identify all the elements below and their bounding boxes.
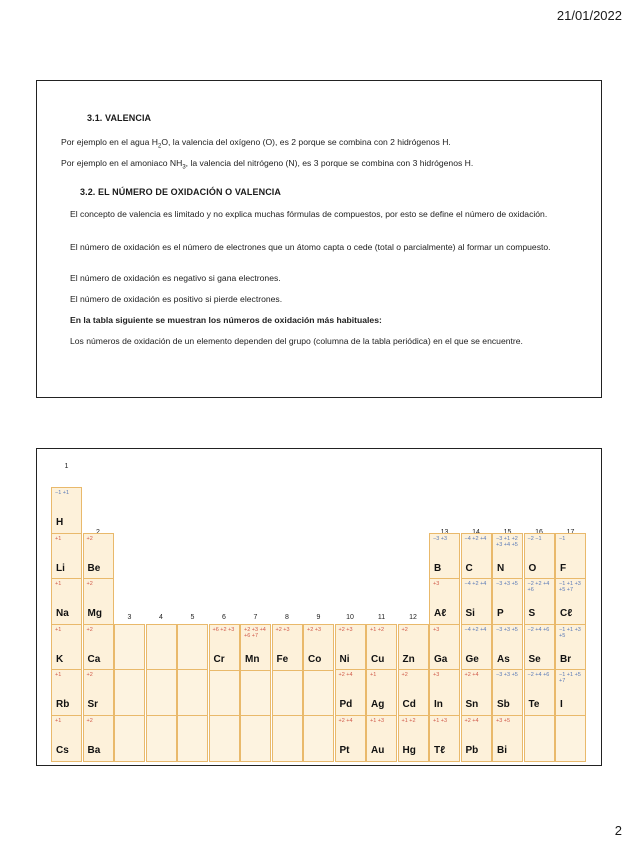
element-symbol: H: [56, 517, 64, 528]
empty-cell: [272, 669, 303, 716]
oxidation-states: +2: [86, 717, 93, 724]
element-cell-h: [51, 487, 82, 534]
oxidation-states: +2 +4: [464, 672, 479, 678]
oxidation-states: +2: [401, 626, 408, 633]
para2-text-a: Por ejemplo en el amoniaco NH: [61, 158, 183, 168]
element-symbol: Ni: [339, 653, 350, 665]
group-label-5: 5: [190, 613, 195, 621]
element-symbol: Tℓ: [434, 744, 445, 756]
para1-text-a: Por ejemplo en el agua H: [61, 137, 158, 147]
element-symbol: Hg: [402, 744, 416, 756]
oxidation-states: −2 −1: [527, 535, 542, 542]
element-cell-pb: [461, 715, 492, 762]
paragraph-water-example: [61, 137, 591, 148]
element-symbol: Br: [560, 653, 572, 665]
element-cell-pt: [335, 715, 366, 762]
paragraph-ammonia-example: [61, 158, 596, 169]
oxidation-states: +3 +5: [496, 717, 511, 724]
element-symbol: Si: [465, 608, 475, 619]
element-symbol: Rb: [56, 699, 70, 710]
oxidation-states: −1 +1 +3 +5: [559, 626, 581, 639]
oxidation-states: −1: [559, 535, 566, 542]
element-symbol: Sn: [465, 699, 479, 710]
empty-cell: [146, 715, 177, 762]
element-cell-co: [303, 624, 334, 671]
element-cell-br: [555, 624, 586, 671]
element-cell-b: [429, 533, 460, 580]
group-label-11: 11: [377, 613, 386, 621]
empty-cell: [240, 669, 271, 716]
element-symbol: Ba: [87, 744, 101, 756]
element-cell-mn: [240, 624, 271, 671]
empty-cell: [272, 715, 303, 762]
empty-cell: [146, 669, 177, 716]
oxidation-states: +6 +2 +3: [212, 626, 235, 633]
element-cell-mg: [83, 578, 114, 625]
oxidation-states: +1: [55, 581, 62, 587]
element-cell-o: [524, 533, 555, 580]
oxidation-states: +1: [370, 672, 377, 678]
oxidation-states: +1 +2: [370, 626, 385, 633]
empty-cell: [114, 715, 145, 762]
element-cell-cr: [209, 624, 240, 671]
oxidation-states: +2: [86, 672, 93, 678]
element-cell-cℓ: [555, 578, 586, 625]
element-symbol: Se: [528, 653, 541, 665]
group-label-4: 4: [159, 613, 163, 621]
element-symbol: In: [434, 699, 443, 710]
element-cell-as: [492, 624, 523, 671]
oxidation-states: +3: [433, 672, 440, 678]
element-symbol: Be: [87, 562, 101, 574]
element-symbol: Mn: [245, 653, 260, 665]
paragraph-negative: El número de oxidación es negativo si gana electrones.: [70, 273, 281, 283]
oxidation-states: −1 +1: [55, 490, 70, 496]
element-symbol: Pt: [339, 744, 350, 756]
empty-cell: [524, 715, 555, 762]
element-symbol: Ag: [371, 699, 385, 710]
oxidation-states: +2 +4: [464, 717, 479, 724]
oxidation-states: −3 +3 +5: [496, 626, 518, 633]
element-symbol: Zn: [402, 653, 415, 665]
element-symbol: O: [528, 562, 537, 574]
paragraph-positive: El número de oxidación es positivo si pierde electrones.: [70, 294, 283, 304]
element-cell-ga: [429, 624, 460, 671]
element-symbol: As: [497, 653, 510, 665]
empty-cell: [177, 669, 208, 716]
element-cell-zn: [398, 624, 429, 671]
element-symbol: Cd: [402, 699, 416, 710]
element-symbol: Co: [308, 653, 322, 665]
element-cell-tℓ: [429, 715, 460, 762]
element-symbol: K: [56, 653, 64, 665]
empty-cell: [240, 715, 271, 762]
element-cell-bi: [492, 715, 523, 762]
oxidation-states: −2 +4 +6: [527, 626, 550, 633]
group-label-7: 7: [253, 613, 258, 621]
element-symbol: Sr: [87, 699, 99, 710]
element-cell-ba: [83, 715, 114, 762]
element-cell-se: [524, 624, 555, 671]
slide-valencia: [36, 80, 602, 398]
oxidation-states: +2: [401, 672, 408, 678]
element-cell-ca: [83, 624, 114, 671]
oxidation-states: −2 +4 +6: [527, 672, 550, 678]
element-symbol: Ge: [465, 653, 479, 665]
element-cell-te: [524, 669, 555, 716]
oxidation-states: +2 +3 +4 +6 +7: [244, 626, 266, 639]
element-cell-ag: [366, 669, 397, 716]
empty-cell: [177, 624, 208, 671]
oxidation-states: −2 +2 +4 +6: [527, 581, 550, 593]
oxidation-states: +2 +4: [338, 717, 353, 724]
oxidation-states: +1 +3: [370, 717, 385, 724]
element-cell-li: [51, 533, 82, 580]
group-label-9: 9: [316, 613, 321, 621]
element-cell-aℓ: [429, 578, 460, 625]
element-cell-rb: [51, 669, 82, 716]
element-cell-be: [83, 533, 114, 580]
element-symbol: Fe: [276, 653, 289, 665]
empty-cell: [303, 669, 334, 716]
oxidation-states: +1: [55, 717, 62, 724]
oxidation-states: −3 +3 +5: [496, 581, 518, 587]
empty-cell: [303, 715, 334, 762]
slide-periodic-table: [36, 448, 602, 766]
element-cell-i: [555, 669, 586, 716]
oxidation-states: −4 +2 +4: [464, 626, 487, 633]
element-cell-au: [366, 715, 397, 762]
paragraph-oxidation-definition: El concepto de valencia es limitado y no explica muchas fórmulas de compuestos, por esto se define el número de oxidación.: [70, 209, 548, 219]
element-symbol: Te: [528, 699, 540, 710]
element-symbol: P: [497, 608, 504, 619]
element-symbol: Aℓ: [434, 608, 447, 619]
empty-cell: [146, 624, 177, 671]
element-symbol: Au: [371, 744, 385, 756]
para2-subscript: 3: [182, 164, 186, 171]
element-cell-cs: [51, 715, 82, 762]
element-symbol: Ca: [87, 653, 101, 665]
element-symbol: N: [497, 562, 505, 574]
oxidation-states: +1: [55, 535, 62, 542]
oxidation-states: +1: [55, 672, 62, 678]
oxidation-states: +2: [86, 581, 93, 587]
element-symbol: Li: [56, 562, 65, 574]
empty-cell: [209, 669, 240, 716]
element-cell-p: [492, 578, 523, 625]
date-label: 21/01/2022: [556, 8, 622, 23]
paragraph-electrons: El número de oxidación es el número de electrones que un átomo capta o cede (total o parcialmente) al formar un compuesto.: [70, 242, 551, 252]
group-label-6: 6: [222, 613, 226, 621]
oxidation-states: −1 +1 +3 +5 +7: [559, 581, 581, 593]
empty-cell: [114, 669, 145, 716]
oxidation-states: +2 +3: [338, 626, 353, 633]
element-cell-cd: [398, 669, 429, 716]
para2-text-b: , la valencia del nitrógeno (N), es 3 porque se combina con 3 hidrógenos H.: [185, 158, 474, 168]
empty-cell: [555, 715, 586, 762]
element-symbol: Pd: [339, 699, 353, 710]
element-symbol: Sb: [497, 699, 510, 710]
element-cell-pd: [335, 669, 366, 716]
paragraph-table-intro: En la tabla siguiente se muestran los números de oxidación más habituales:: [70, 315, 382, 325]
group-label-12: 12: [409, 613, 417, 621]
element-cell-f: [555, 533, 586, 580]
element-symbol: Cs: [56, 744, 69, 756]
element-cell-sn: [461, 669, 492, 716]
oxidation-states: −4 +2 +4: [464, 535, 487, 542]
oxidation-states: +2 +3: [307, 626, 322, 633]
oxidation-states: +3: [433, 581, 440, 587]
oxidation-states: −3 +3: [433, 535, 448, 542]
element-symbol: Cℓ: [560, 608, 573, 619]
element-cell-fe: [272, 624, 303, 671]
element-cell-si: [461, 578, 492, 625]
paragraph-group-dependency: Los números de oxidación de un elemento dependen del grupo (columna de la tabla periódica) en el que se encuentre.: [70, 336, 523, 346]
element-symbol: I: [560, 699, 563, 710]
oxidation-states: +2: [86, 626, 93, 633]
oxidation-states: −3 +3 +5: [496, 672, 518, 678]
element-cell-ni: [335, 624, 366, 671]
element-cell-sb: [492, 669, 523, 716]
group-label-10: 10: [346, 613, 354, 621]
element-cell-n: [492, 533, 523, 580]
element-symbol: S: [528, 608, 536, 619]
oxidation-states: +1: [55, 626, 62, 633]
empty-cell: [209, 715, 240, 762]
element-symbol: Pb: [465, 744, 479, 756]
oxidation-states: −1 +1 +5 +7: [559, 672, 581, 684]
group-label-1: 1: [64, 463, 69, 470]
empty-cell: [177, 715, 208, 762]
element-symbol: Ga: [434, 653, 448, 665]
oxidation-states: +2 +3: [275, 626, 290, 633]
group-label-3: 3: [127, 613, 132, 621]
oxidation-states: −3 +1 +2 +3 +4 +5: [496, 535, 518, 548]
oxidation-states: +2 +4: [338, 672, 353, 678]
page-number: 2: [614, 823, 622, 838]
element-symbol: Cu: [371, 653, 385, 665]
para1-text-b: O, la valencia del oxígeno (O), es 2 porque se combina con 2 hidrógenos H.: [161, 137, 451, 147]
element-cell-c: [461, 533, 492, 580]
heading-oxidation-number: 3.2. EL NÚMERO DE OXIDACIÓN O VALENCIA: [80, 187, 281, 197]
para1-subscript: 2: [157, 143, 162, 150]
element-symbol: Bi: [497, 744, 507, 756]
element-cell-ge: [461, 624, 492, 671]
element-symbol: Na: [56, 608, 69, 619]
heading-valencia: 3.1. VALENCIA: [87, 113, 152, 123]
element-cell-na: [51, 578, 82, 625]
element-symbol: Cr: [213, 653, 225, 665]
oxidation-states: +2: [86, 535, 93, 542]
element-symbol: Mg: [87, 608, 102, 619]
element-cell-cu: [366, 624, 397, 671]
oxidation-states: +1 +2: [401, 717, 416, 724]
element-symbol: B: [434, 562, 442, 574]
oxidation-states: −4 +2 +4: [464, 581, 487, 587]
empty-cell: [114, 624, 145, 671]
element-cell-sr: [83, 669, 114, 716]
element-cell-in: [429, 669, 460, 716]
element-cell-s: [524, 578, 555, 625]
element-symbol: C: [465, 562, 473, 574]
oxidation-states: +1 +3: [433, 717, 448, 724]
group-label-8: 8: [285, 613, 289, 621]
element-symbol: F: [560, 562, 567, 574]
oxidation-states: +3: [433, 626, 440, 633]
element-cell-hg: [398, 715, 429, 762]
element-cell-k: [51, 624, 82, 671]
